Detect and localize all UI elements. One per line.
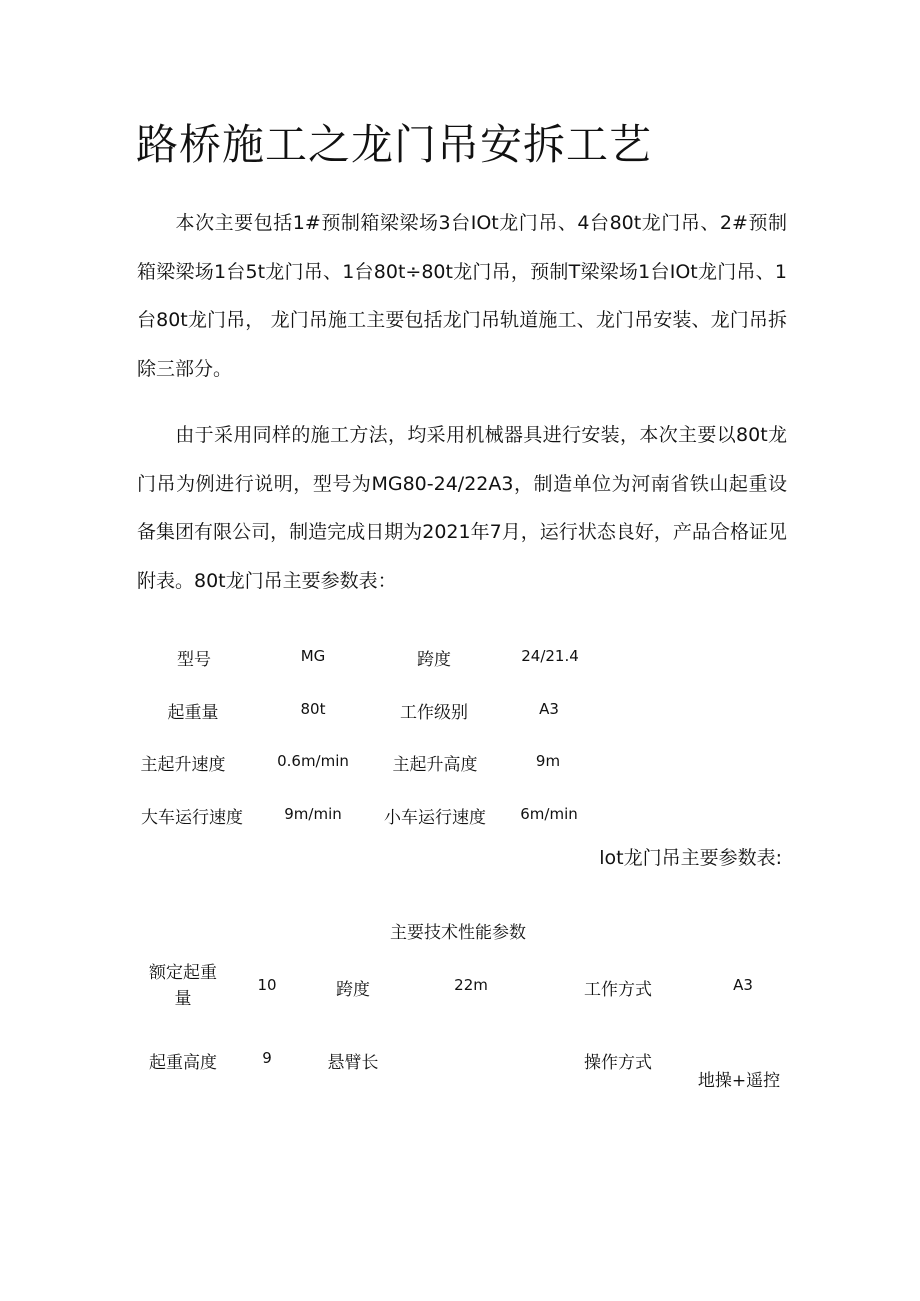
table-cell: 小车运行速度 [384, 808, 486, 828]
table-cell: 型号 [177, 650, 211, 670]
table-cell: A3 [733, 976, 753, 994]
table-cell: 22m [454, 976, 488, 994]
table-cell: 主起升速度 [140, 755, 226, 775]
paragraph-80t-description [137, 411, 787, 605]
table-cell: 80t [300, 700, 326, 718]
table-cell: 悬臂长 [327, 1053, 379, 1073]
table-cell: 额定起重量 [149, 963, 217, 1009]
page-title: 路桥施工之龙门吊安拆工艺 [136, 120, 653, 169]
paragraph-intro-text: 本次主要包括1#预制箱梁梁场3台IOt龙门吊、4台80t龙门吊、2#预制箱梁梁场1台5t龙门吊、1台80t÷80t龙门吊，预制T梁梁场1台IOt龙门吊、1台80t龙门吊， 龙门吊施工主要包括龙门吊轨道施工、龙门吊安装、龙门吊拆除三部分。 [137, 212, 787, 380]
table-cell: 起重高度 [149, 1053, 217, 1073]
paragraph-80t-text: 由于采用同样的施工方法，均采用机械器具进行安装，本次主要以80t龙门吊为例进行说明，型号为MG80-24/22A3，制造单位为河南省铁山起重设备集团有限公司，制造完成日期为2021年7月，运行状态良好，产品合格证见附表。80t龙门吊主要参数表： [137, 424, 787, 592]
table-cell: 工作级别 [400, 703, 468, 723]
table-cell: MG [300, 647, 326, 665]
table-cell: 大车运行速度 [141, 808, 243, 828]
table-cell: 0.6m∕min [277, 752, 349, 770]
table-cell: 操作方式 [584, 1053, 652, 1073]
table-cell: A3 [539, 700, 559, 718]
table-cell: 跨度 [417, 650, 451, 670]
table-cell: 9m∕min [284, 805, 342, 823]
table-cell: 工作方式 [584, 980, 652, 1000]
table2-heading: lot龙门吊主要参数表: [599, 847, 782, 869]
table-cell: 9 [262, 1049, 272, 1067]
table-cell: 地操+遥控 [697, 1071, 781, 1091]
table2-title: 主要技术性能参数 [390, 923, 526, 943]
table-cell: 9m [535, 752, 561, 770]
table-cell: 起重量 [167, 703, 219, 723]
table-cell: 6m∕min [520, 805, 578, 823]
table-cell: 主起升高度 [392, 755, 478, 775]
table-cell: 24/21.4 [521, 647, 579, 665]
table-cell: 10 [257, 976, 277, 994]
paragraph-intro [137, 199, 787, 393]
table-cell: 跨度 [336, 980, 370, 1000]
